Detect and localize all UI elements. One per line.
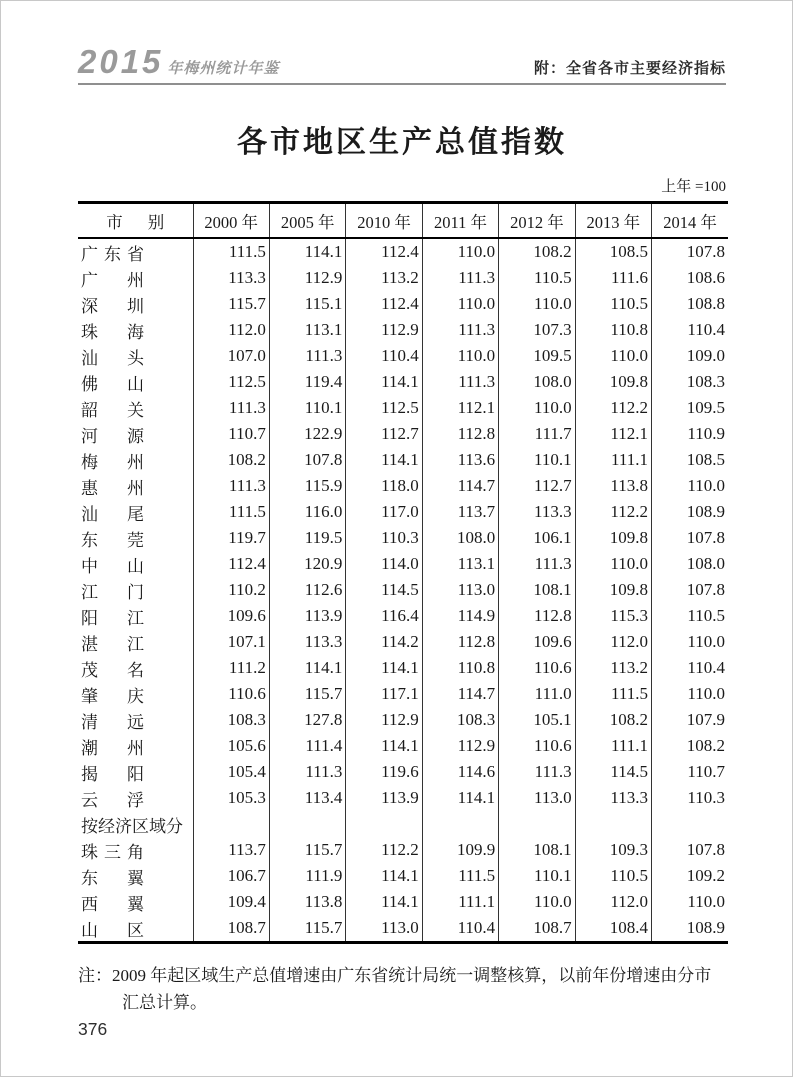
logo-title: 年梅州统计年鉴: [167, 60, 280, 77]
row-label: 珠 三 角: [78, 837, 193, 863]
value-cell: 109.4: [193, 889, 269, 915]
value-cell: 108.3: [193, 707, 269, 733]
value-cell: 114.9: [422, 603, 498, 629]
value-cell: 119.7: [193, 525, 269, 551]
value-cell: 110.0: [422, 291, 498, 317]
value-cell: 107.8: [686, 528, 725, 547]
value-cell: 108.0: [686, 554, 725, 573]
value-cell: 110.7: [687, 762, 725, 781]
value-cell: 111.5: [193, 499, 269, 525]
table-row: [78, 785, 728, 811]
value-cell: 114.1: [346, 655, 422, 681]
value-cell: 116.0: [269, 499, 345, 525]
row-label: 茂 名: [78, 655, 193, 681]
value-cell: 111.3: [499, 551, 575, 577]
value-cell: 110.4: [687, 320, 725, 339]
row-label: 广 州: [78, 265, 193, 291]
value-cell: 115.7: [193, 291, 269, 317]
col-header-year: 2011 年: [422, 203, 498, 239]
value-cell: 113.3: [193, 265, 269, 291]
value-cell: 114.5: [575, 759, 651, 785]
value-cell: [193, 811, 269, 837]
value-cell: 111.1: [422, 889, 498, 915]
value-cell: 112.7: [346, 421, 422, 447]
value-cell: 114.0: [346, 551, 422, 577]
value-cell: 112.5: [193, 369, 269, 395]
value-cell: 112.7: [499, 473, 575, 499]
row-label: 阳 江: [78, 603, 193, 629]
value-cell: 110.5: [687, 606, 725, 625]
value-cell: 108.1: [499, 837, 575, 863]
value-cell: 111.3: [499, 759, 575, 785]
value-cell: [269, 811, 345, 837]
table-row: [78, 629, 728, 655]
row-label: 汕 头: [78, 343, 193, 369]
value-cell: 117.1: [346, 681, 422, 707]
value-cell: 113.9: [346, 785, 422, 811]
value-cell: 107.3: [499, 317, 575, 343]
page-content: [78, 1, 726, 1016]
value-cell: 110.0: [422, 343, 498, 369]
value-cell: 110.4: [687, 658, 725, 677]
value-cell: 107.8: [269, 447, 345, 473]
value-cell: 110.6: [499, 655, 575, 681]
value-cell: 110.0: [687, 892, 725, 911]
value-cell: 109.6: [193, 603, 269, 629]
value-cell: 119.6: [346, 759, 422, 785]
row-label: 珠 海: [78, 317, 193, 343]
value-cell: 109.5: [499, 343, 575, 369]
value-cell: 108.7: [193, 915, 269, 943]
value-cell: 112.4: [193, 551, 269, 577]
col-header-year: 2000 年: [193, 203, 269, 239]
value-cell: 108.3: [422, 707, 498, 733]
value-cell: 111.6: [575, 265, 651, 291]
value-cell: 111.4: [269, 733, 345, 759]
value-cell: 111.5: [575, 681, 651, 707]
row-label: 山 区: [78, 915, 193, 943]
value-cell: 111.5: [422, 863, 498, 889]
value-cell: 113.8: [269, 889, 345, 915]
value-cell: 113.3: [269, 629, 345, 655]
table-row: [78, 811, 728, 837]
value-cell: 108.2: [499, 238, 575, 265]
table-header: [78, 203, 728, 239]
value-cell: 114.1: [346, 733, 422, 759]
table-row: [78, 837, 728, 863]
table-row: [78, 447, 728, 473]
gdp-index-table: [78, 201, 728, 944]
row-label: 东 莞: [78, 525, 193, 551]
table-row: [78, 291, 728, 317]
value-cell: 114.6: [422, 759, 498, 785]
value-cell: 113.8: [575, 473, 651, 499]
value-cell: 105.6: [193, 733, 269, 759]
table-row: [78, 915, 728, 943]
value-cell: 111.3: [269, 759, 345, 785]
value-cell: 111.7: [499, 421, 575, 447]
value-cell: 114.2: [346, 629, 422, 655]
value-cell: 110.7: [193, 421, 269, 447]
value-cell: 108.1: [499, 577, 575, 603]
row-label: 梅 州: [78, 447, 193, 473]
value-cell: 109.9: [422, 837, 498, 863]
value-cell: 109.0: [686, 346, 725, 365]
value-cell: 115.7: [269, 915, 345, 943]
value-cell: 111.0: [499, 681, 575, 707]
value-cell: 109.3: [575, 837, 651, 863]
table-row: [78, 499, 728, 525]
row-label: 东 翼: [78, 863, 193, 889]
table-row: [78, 421, 728, 447]
value-cell: 107.0: [193, 343, 269, 369]
value-cell: 108.2: [193, 447, 269, 473]
value-cell: 108.4: [575, 915, 651, 943]
value-cell: 106.1: [499, 525, 575, 551]
value-cell: 112.2: [575, 395, 651, 421]
row-label: 江 门: [78, 577, 193, 603]
row-label: 潮 州: [78, 733, 193, 759]
table-row: [78, 577, 728, 603]
value-cell: 107.8: [686, 580, 725, 599]
value-cell: 112.9: [346, 317, 422, 343]
value-cell: 111.9: [269, 863, 345, 889]
value-cell: 113.0: [346, 915, 422, 943]
value-cell: 107.1: [193, 629, 269, 655]
row-label: 惠 州: [78, 473, 193, 499]
value-cell: 108.8: [686, 294, 725, 313]
value-cell: 109.6: [499, 629, 575, 655]
col-header-year: 2010 年: [346, 203, 422, 239]
value-cell: 114.1: [422, 785, 498, 811]
table-row: [78, 473, 728, 499]
value-cell: 109.2: [686, 866, 725, 885]
row-label: 肇 庆: [78, 681, 193, 707]
value-cell: 113.3: [575, 785, 651, 811]
value-cell: 109.5: [686, 398, 725, 417]
value-cell: [422, 811, 498, 837]
value-cell: 108.7: [499, 915, 575, 943]
value-cell: 112.5: [346, 395, 422, 421]
table-row: [78, 603, 728, 629]
value-cell: 110.0: [422, 238, 498, 265]
value-cell: 113.1: [269, 317, 345, 343]
value-cell: 127.8: [269, 707, 345, 733]
page-title: 各市地区生产总值指数: [237, 126, 567, 159]
value-cell: 116.4: [346, 603, 422, 629]
value-cell: 109.8: [575, 577, 651, 603]
value-cell: 110.0: [499, 395, 575, 421]
value-cell: 112.1: [575, 421, 651, 447]
value-cell: 111.3: [422, 369, 498, 395]
value-cell: 108.5: [575, 238, 651, 265]
value-cell: 112.0: [575, 629, 651, 655]
value-cell: 110.2: [193, 577, 269, 603]
table-body: [78, 238, 728, 943]
row-label: 湛 江: [78, 629, 193, 655]
value-cell: 106.7: [193, 863, 269, 889]
value-cell: 110.1: [499, 863, 575, 889]
value-cell: 113.6: [422, 447, 498, 473]
value-cell: 112.0: [575, 889, 651, 915]
value-cell: 110.0: [499, 291, 575, 317]
value-cell: 105.4: [193, 759, 269, 785]
value-cell: 111.3: [422, 317, 498, 343]
table-row: [78, 759, 728, 785]
row-label: 广 东 省: [78, 238, 193, 265]
value-cell: 113.1: [422, 551, 498, 577]
value-cell: 108.0: [499, 369, 575, 395]
value-cell: 105.1: [499, 707, 575, 733]
value-cell: 107.8: [686, 840, 725, 859]
footnote: 注：2009 年起区域生产总值增速由广东省统计局统一调整核算，以前年份增速由分市汇总计算。: [78, 966, 712, 1013]
value-cell: 112.1: [422, 395, 498, 421]
value-cell: [575, 811, 651, 837]
running-head: [78, 1, 726, 85]
value-cell: 113.7: [193, 837, 269, 863]
yearbook-logo: [78, 45, 279, 78]
value-cell: [346, 811, 422, 837]
value-cell: 112.8: [422, 421, 498, 447]
value-cell: 107.8: [686, 242, 725, 261]
value-cell: 108.9: [686, 502, 725, 521]
value-cell: 110.5: [575, 291, 651, 317]
value-cell: 112.0: [193, 317, 269, 343]
value-cell: 110.8: [422, 655, 498, 681]
value-cell: 122.9: [269, 421, 345, 447]
value-cell: 108.2: [575, 707, 651, 733]
value-cell: 110.5: [499, 265, 575, 291]
value-cell: 114.1: [269, 238, 345, 265]
value-cell: 114.1: [346, 863, 422, 889]
value-cell: 114.1: [346, 369, 422, 395]
row-label: 云 浮: [78, 785, 193, 811]
value-cell: 114.7: [422, 681, 498, 707]
row-label: 深 圳: [78, 291, 193, 317]
col-header-year: 2014 年: [652, 203, 728, 239]
table-row: [78, 395, 728, 421]
value-cell: 114.1: [346, 889, 422, 915]
value-cell: 110.9: [687, 424, 725, 443]
value-cell: 110.3: [687, 788, 725, 807]
value-cell: 110.4: [346, 343, 422, 369]
table-row: [78, 733, 728, 759]
table-row: [78, 863, 728, 889]
value-cell: 111.3: [269, 343, 345, 369]
value-cell: 110.0: [575, 551, 651, 577]
value-cell: 112.8: [499, 603, 575, 629]
value-cell: 107.9: [686, 710, 725, 729]
value-cell: 110.1: [499, 447, 575, 473]
value-cell: 112.9: [422, 733, 498, 759]
table-row: [78, 317, 728, 343]
value-cell: 111.3: [193, 395, 269, 421]
value-cell: 110.6: [499, 733, 575, 759]
value-cell: 111.3: [193, 473, 269, 499]
row-label: 清 远: [78, 707, 193, 733]
value-cell: 112.6: [269, 577, 345, 603]
value-cell: 113.4: [269, 785, 345, 811]
value-cell: 115.7: [269, 681, 345, 707]
value-cell: 115.3: [575, 603, 651, 629]
table-row: [78, 889, 728, 915]
value-cell: 111.1: [575, 447, 651, 473]
value-cell: 113.2: [346, 265, 422, 291]
value-cell: 110.0: [687, 684, 725, 703]
value-cell: 114.7: [422, 473, 498, 499]
value-cell: 110.5: [575, 863, 651, 889]
value-cell: 113.0: [422, 577, 498, 603]
value-cell: 111.3: [422, 265, 498, 291]
col-header-year: 2013 年: [575, 203, 651, 239]
row-label: 西 翼: [78, 889, 193, 915]
row-label: 中 山: [78, 551, 193, 577]
value-cell: 119.4: [269, 369, 345, 395]
logo-year: 2015: [78, 43, 164, 80]
value-cell: 118.0: [346, 473, 422, 499]
running-head-right: 附：全省各市主要经济指标: [533, 60, 726, 77]
value-cell: 110.8: [575, 317, 651, 343]
unit-note: 上年 =100: [661, 179, 726, 195]
value-cell: 110.1: [269, 395, 345, 421]
value-cell: 115.9: [269, 473, 345, 499]
value-cell: 108.9: [686, 918, 725, 937]
value-cell: 112.2: [575, 499, 651, 525]
table-row: [78, 707, 728, 733]
value-cell: 112.9: [346, 707, 422, 733]
value-cell: 112.8: [422, 629, 498, 655]
page-number: 376: [78, 1019, 108, 1039]
value-cell: 110.4: [422, 915, 498, 943]
value-cell: 108.0: [422, 525, 498, 551]
value-cell: 113.3: [499, 499, 575, 525]
value-cell: 114.5: [346, 577, 422, 603]
table-row: [78, 343, 728, 369]
value-cell: 113.0: [499, 785, 575, 811]
table-row: [78, 265, 728, 291]
value-cell: 115.7: [269, 837, 345, 863]
header-row: [78, 203, 728, 239]
value-cell: 113.7: [422, 499, 498, 525]
value-cell: 110.0: [575, 343, 651, 369]
table-row: [78, 681, 728, 707]
value-cell: 110.3: [346, 525, 422, 551]
value-cell: [499, 811, 575, 837]
table-row: [78, 369, 728, 395]
row-label: 韶 关: [78, 395, 193, 421]
row-label: 汕 尾: [78, 499, 193, 525]
col-header-city: 市 别: [78, 203, 193, 239]
row-label: 河 源: [78, 421, 193, 447]
value-cell: 111.5: [193, 238, 269, 265]
value-cell: 109.8: [575, 525, 651, 551]
row-label: 按经济区域分: [78, 811, 193, 837]
value-cell: 110.0: [687, 476, 725, 495]
col-header-year: 2005 年: [269, 203, 345, 239]
value-cell: 108.2: [686, 736, 725, 755]
value-cell: 114.1: [269, 655, 345, 681]
table-row: [78, 655, 728, 681]
row-label: 佛 山: [78, 369, 193, 395]
col-header-year: 2012 年: [499, 203, 575, 239]
value-cell: 110.6: [193, 681, 269, 707]
value-cell: 113.2: [575, 655, 651, 681]
value-cell: 112.9: [269, 265, 345, 291]
value-cell: 113.9: [269, 603, 345, 629]
value-cell: 110.0: [499, 889, 575, 915]
value-cell: 111.2: [193, 655, 269, 681]
table-row: [78, 238, 728, 265]
value-cell: 115.1: [269, 291, 345, 317]
table-row: [78, 525, 728, 551]
table-row: [78, 551, 728, 577]
value-cell: 117.0: [346, 499, 422, 525]
value-cell: 108.5: [686, 450, 725, 469]
value-cell: 110.0: [687, 632, 725, 651]
value-cell: 108.3: [686, 372, 725, 391]
row-label: 揭 阳: [78, 759, 193, 785]
value-cell: 114.1: [346, 447, 422, 473]
value-cell: 119.5: [269, 525, 345, 551]
value-cell: 112.4: [346, 238, 422, 265]
value-cell: 111.1: [575, 733, 651, 759]
value-cell: 112.4: [346, 291, 422, 317]
value-cell: 108.6: [686, 268, 725, 287]
value-cell: 105.3: [193, 785, 269, 811]
value-cell: 120.9: [269, 551, 345, 577]
value-cell: [652, 811, 728, 837]
value-cell: 109.8: [575, 369, 651, 395]
value-cell: 112.2: [346, 837, 422, 863]
